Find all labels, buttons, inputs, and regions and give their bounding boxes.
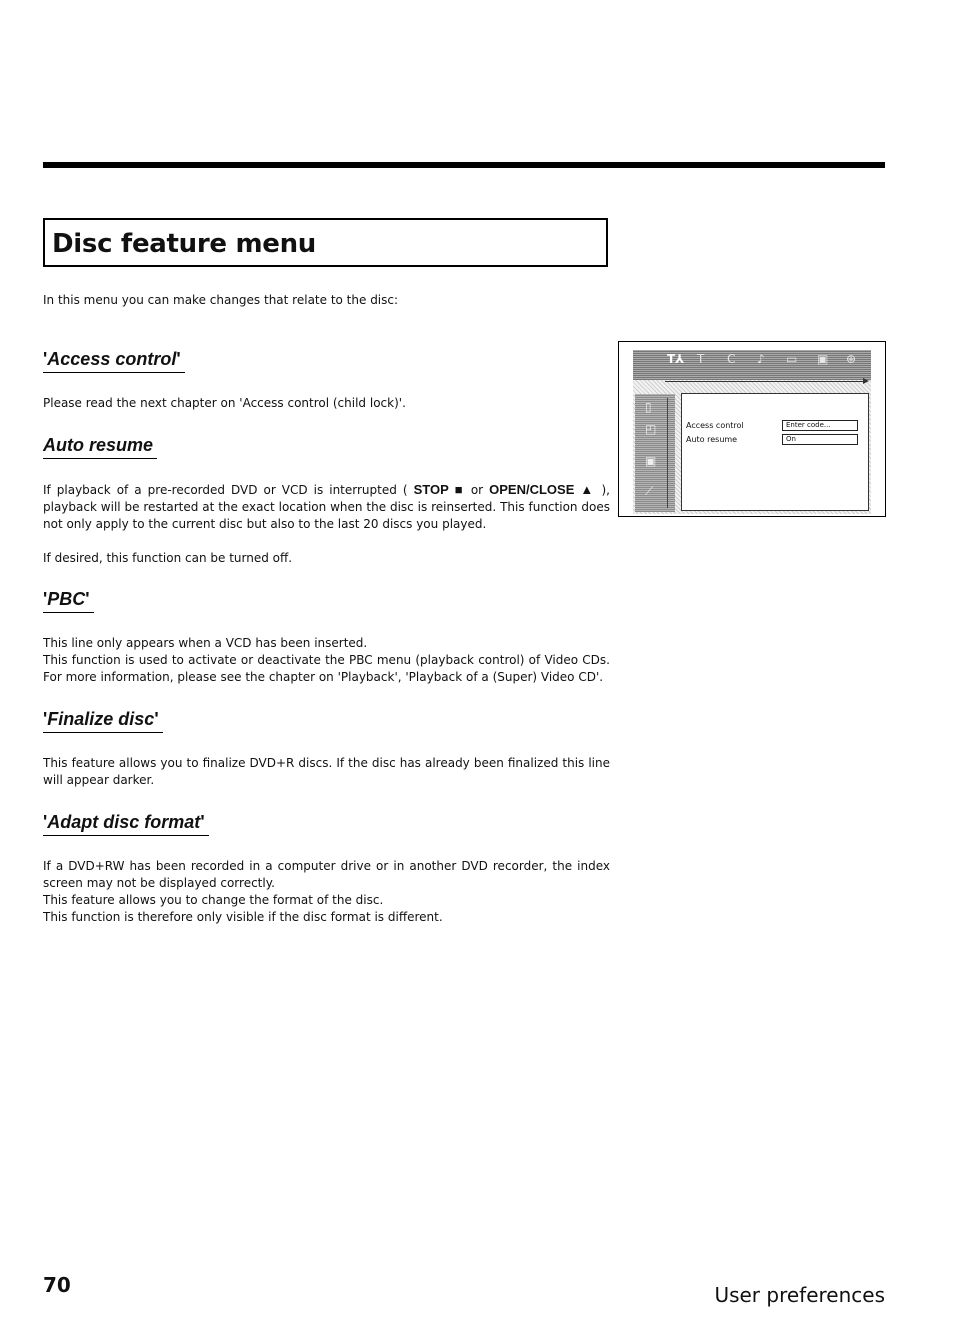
osd-access-control-value: Enter code... xyxy=(782,420,858,431)
title-icon: T xyxy=(697,352,705,366)
chapter-icon: C xyxy=(727,352,736,366)
camera-icon: ▣ xyxy=(817,352,829,366)
page-number: 70 xyxy=(43,1273,71,1297)
heading-finalize-disc: 'Finalize disc' xyxy=(43,708,163,733)
pbc-body: This line only appears when a VCD has been inserted. This function is used to activate or deactivate the PBC menu (playback control) of Video CDs. For more information, please see the chapter on 'Playback', 'Playback of a (Super) Video CD'. xyxy=(43,636,610,684)
osd-side-bar xyxy=(635,394,675,512)
stop-icon: ■ xyxy=(454,482,465,497)
heading-auto-resume: Auto resume xyxy=(43,434,157,459)
osd-arrow xyxy=(665,381,867,382)
heading-adapt-disc-format: 'Adapt disc format' xyxy=(43,811,209,836)
stop-key-label: STOP xyxy=(413,482,449,497)
finalize-disc-body: This feature allows you to finalize DVD+R discs. If the disc has already been finalized this line will appear darker. xyxy=(43,756,610,787)
osd-menu-panel xyxy=(681,393,869,511)
osd-auto-resume-value: On xyxy=(782,434,858,445)
osd-row-access-control: Access control xyxy=(686,421,744,430)
access-control-body: Please read the next chapter on 'Access control (child lock)'. xyxy=(43,396,406,410)
osd-top-bar xyxy=(633,350,871,380)
eject-icon: ▲ xyxy=(580,482,596,497)
page-title: Disc feature menu xyxy=(52,229,317,259)
osd-row-auto-resume: Auto resume xyxy=(686,435,738,444)
intro-text: In this menu you can make changes that relate to the disc: xyxy=(43,293,399,307)
settings-icon: T⅄ xyxy=(667,352,685,366)
top-rule xyxy=(43,162,885,168)
subtitle-icon: ▭ xyxy=(786,352,798,366)
picture-icon: ▯ xyxy=(645,400,652,414)
heading-pbc: 'PBC' xyxy=(43,588,94,613)
auto-resume-body: If playback of a pre-recorded DVD or VCD is interrupted ( STOP ■ or OPEN/CLOSE ▲ ), playback will be restarted at the exact location when the disc is reinserted. This function does not only apply to the current disc but also to the last 20 discs you played. If desired, this function can be turned off. xyxy=(43,482,610,565)
tools-icon: ⟋ xyxy=(645,484,654,498)
footer-section-title: User preferences xyxy=(714,1283,885,1307)
intro-block xyxy=(43,292,610,309)
open-close-key-label: OPEN/CLOSE xyxy=(489,482,575,497)
adapt-disc-format-body: If a DVD+RW has been recorded in a computer drive or in another DVD recorder, the index screen may not be displayed correctly. This feature allows you to change the format of the disc. This function is therefore only visible if the disc format is different. xyxy=(43,859,610,924)
audio-icon: ♪ xyxy=(757,352,765,366)
osd-screen xyxy=(633,350,871,514)
tv-icon: ▣ xyxy=(645,454,657,468)
osd-menu-illustration xyxy=(618,341,886,517)
heading-access-control: 'Access control' xyxy=(43,348,185,373)
zoom-icon: ⊕ xyxy=(846,352,857,366)
title-box xyxy=(43,218,608,267)
disc-feature-icon: ◰ xyxy=(645,422,657,436)
